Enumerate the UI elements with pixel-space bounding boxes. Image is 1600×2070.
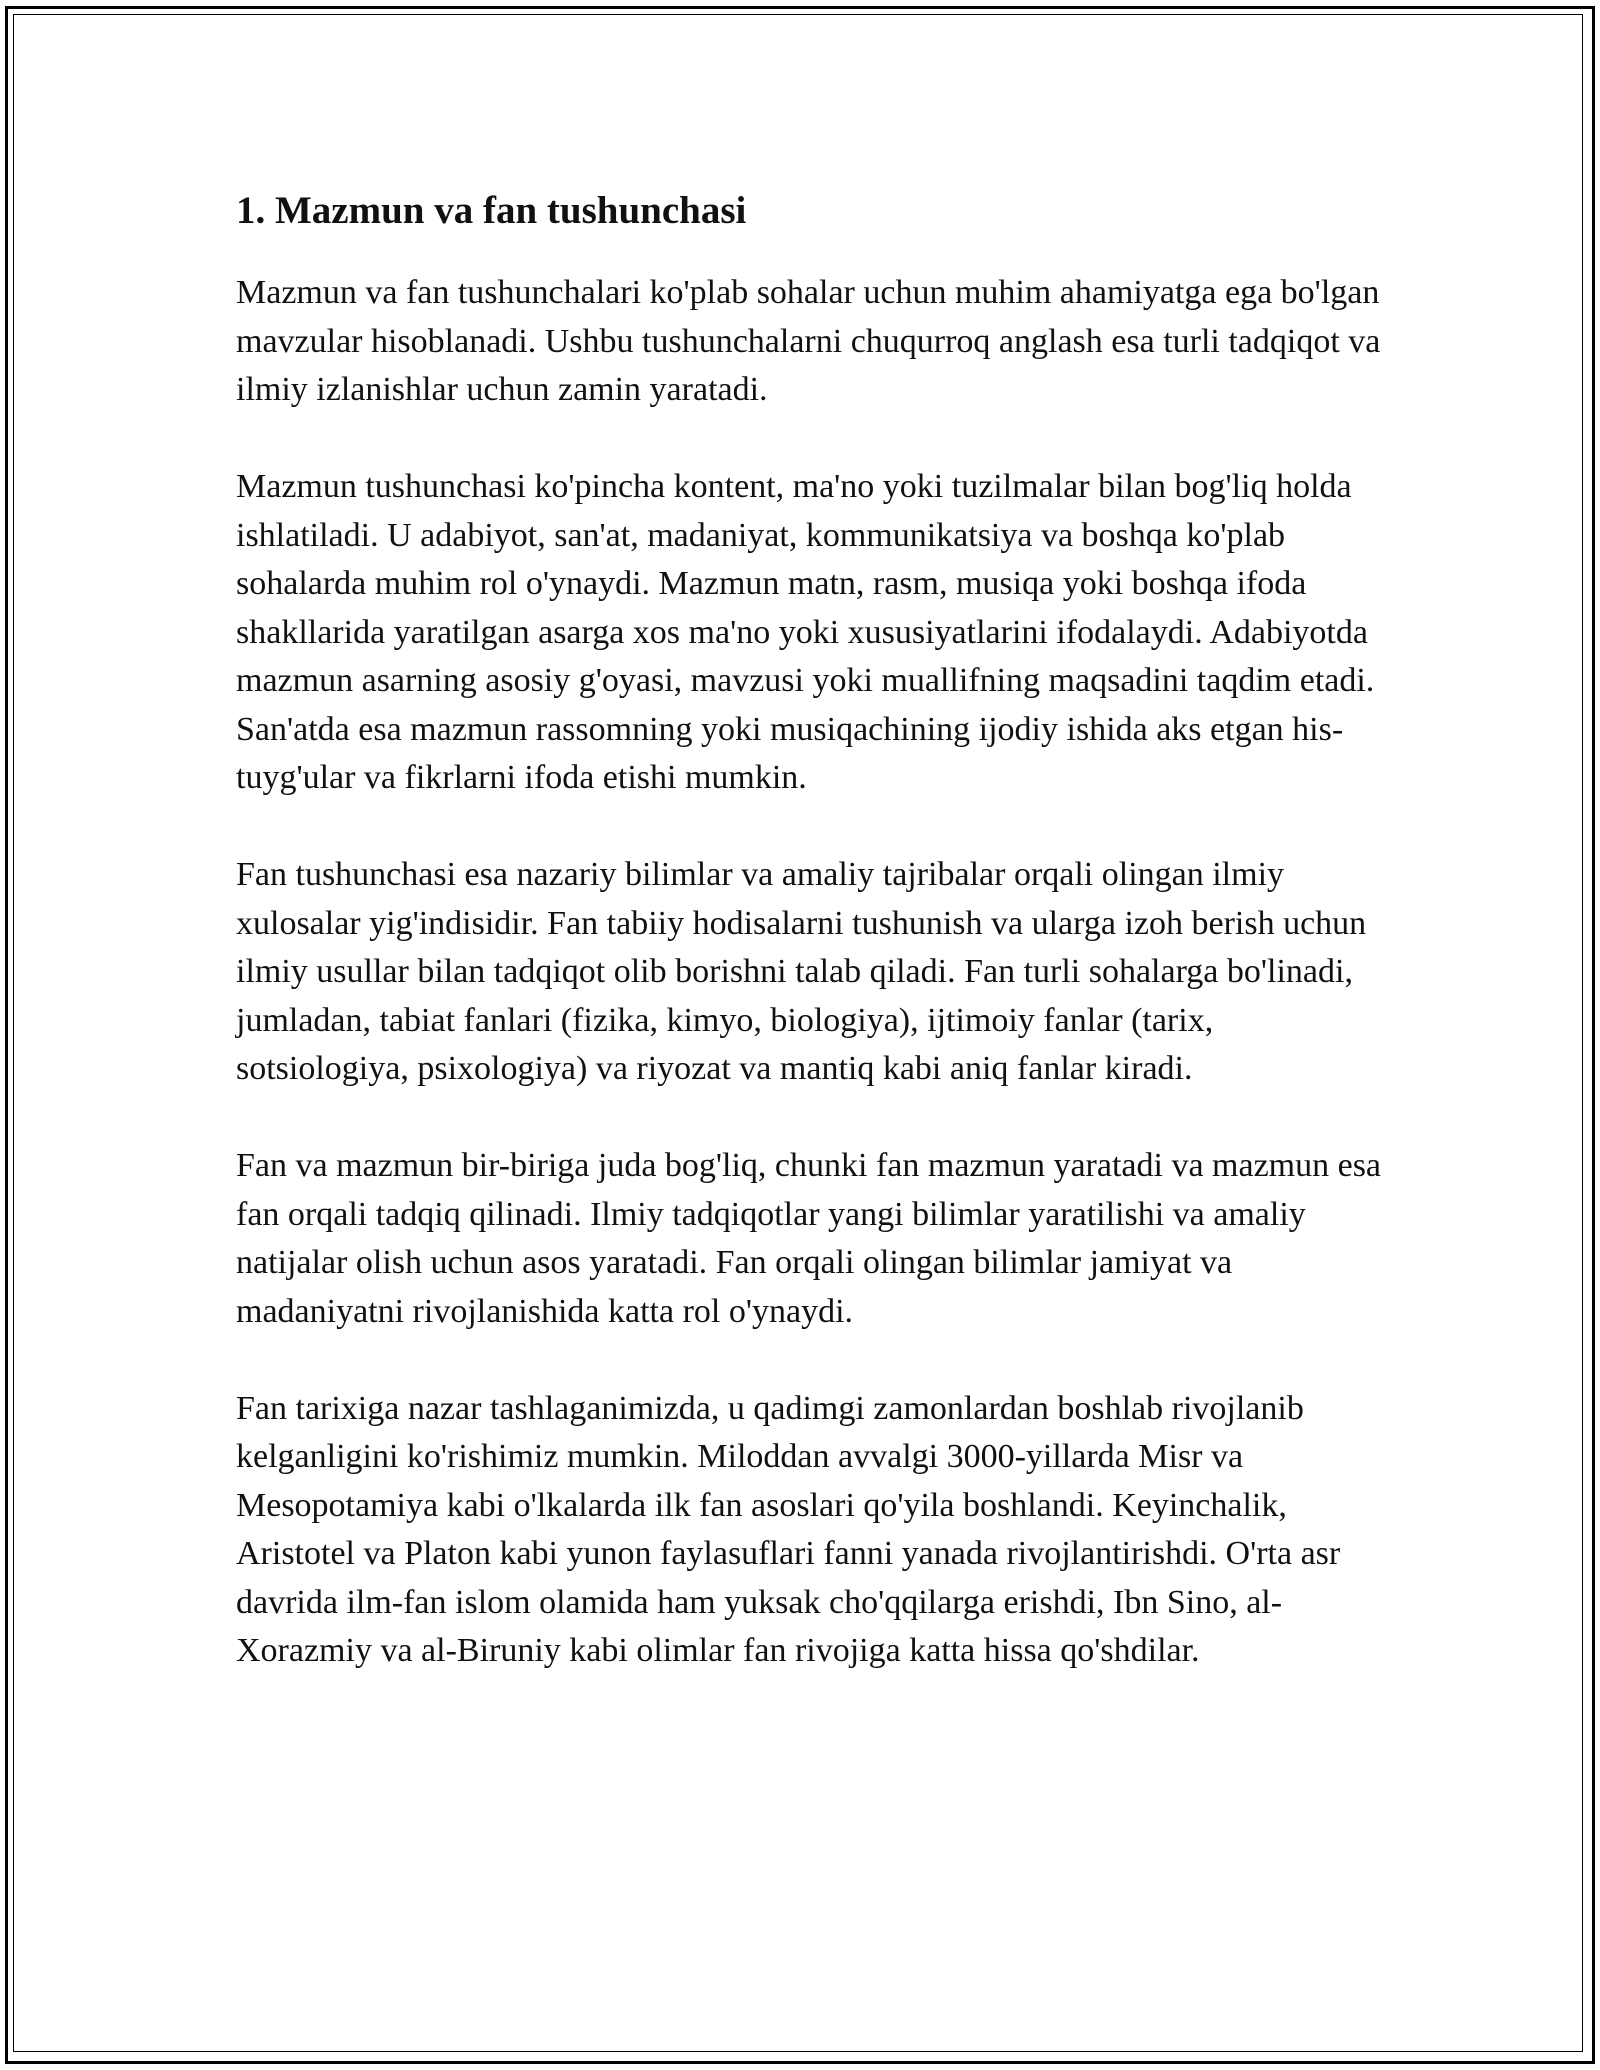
paragraph-mazmun: Mazmun tushunchasi ko'pincha kontent, ma'no yoki tuzilmalar bilan bog'liq holda ishlatiladi. U adabiyot, san'at, madaniyat, kommunikatsiya va boshqa ko'plab sohalarda muhim rol o'ynaydi. Mazmun matn, rasm, musiqa yoki boshqa ifoda shakllarida yaratilgan asarga xos ma'no yoki xususiyatlarini ifodalaydi. Adabiyotda mazmun asarning asosiy g'oyasi, mavzusi yoki muallifning maqsadini taqdim etadi. San'atda esa mazmun rassomning yoki musiqachining ijodiy ishida aks etgan his-tuyg'ular va fikrlarni ifoda etishi mumkin. — [236, 468, 1375, 796]
paragraph-relation: Fan va mazmun bir-biriga juda bog'liq, chunki fan mazmun yaratadi va mazmun esa fan orqali tadqiq qilinadi. Ilmiy tadqiqotlar yangi bilimlar yaratilishi va amaliy natijalar olish uchun asos yaratadi. Fan orqali olingan bilimlar jamiyat va madaniyatni rivojlanishida katta rol o'ynaydi. — [236, 1147, 1382, 1330]
document-body — [236, 183, 1386, 1724]
paragraph-fan: Fan tushunchasi esa nazariy bilimlar va amaliy tajribalar orqali olingan ilmiy xulosalar yig'indisidir. Fan tabiiy hodisalarni tushunish va ularga izoh berish uchun ilmiy usullar bilan tadqiqot olib borishni talab qiladi. Fan turli sohalarga bo'linadi, jumladan, tabiat fanlari (fizika, kimyo, biologiya), ijtimoiy fanlar (tarix, sotsiologiya, psixologiya) va riyozat va mantiq kabi aniq fanlar kiradi. — [236, 856, 1367, 1087]
paragraph-history: Fan tarixiga nazar tashlaganimizda, u qadimgi zamonlardan boshlab rivojlanib kelganligini ko'rishimiz mumkin. Miloddan avvalgi 3000-yillarda Misr va Mesopotamiya kabi o'lkalarda ilk fan asoslari qo'yila boshlandi. Keyinchalik, Aristotel va Platon kabi yunon faylasuflari fanni yanada rivojlantirishdi. O'rta asr davrida ilm-fan islom olamida ham yuksak cho'qqilarga erishdi, Ibn Sino, al-Xorazmiy va al-Biruniy kabi olimlar fan rivojiga katta hissa qo'shdilar. — [236, 1389, 1341, 1669]
section-heading: 1. Mazmun va fan tushunchasi — [236, 189, 747, 232]
paragraph-intro: Mazmun va fan tushunchalari ko'plab sohalar uchun muhim ahamiyatga ega bo'lgan mavzular hisoblanadi. Ushbu tushunchalarni chuqurroq anglash esa turli tadqiqot va ilmiy izlanishlar uchun zamin yaratadi. — [236, 274, 1381, 408]
